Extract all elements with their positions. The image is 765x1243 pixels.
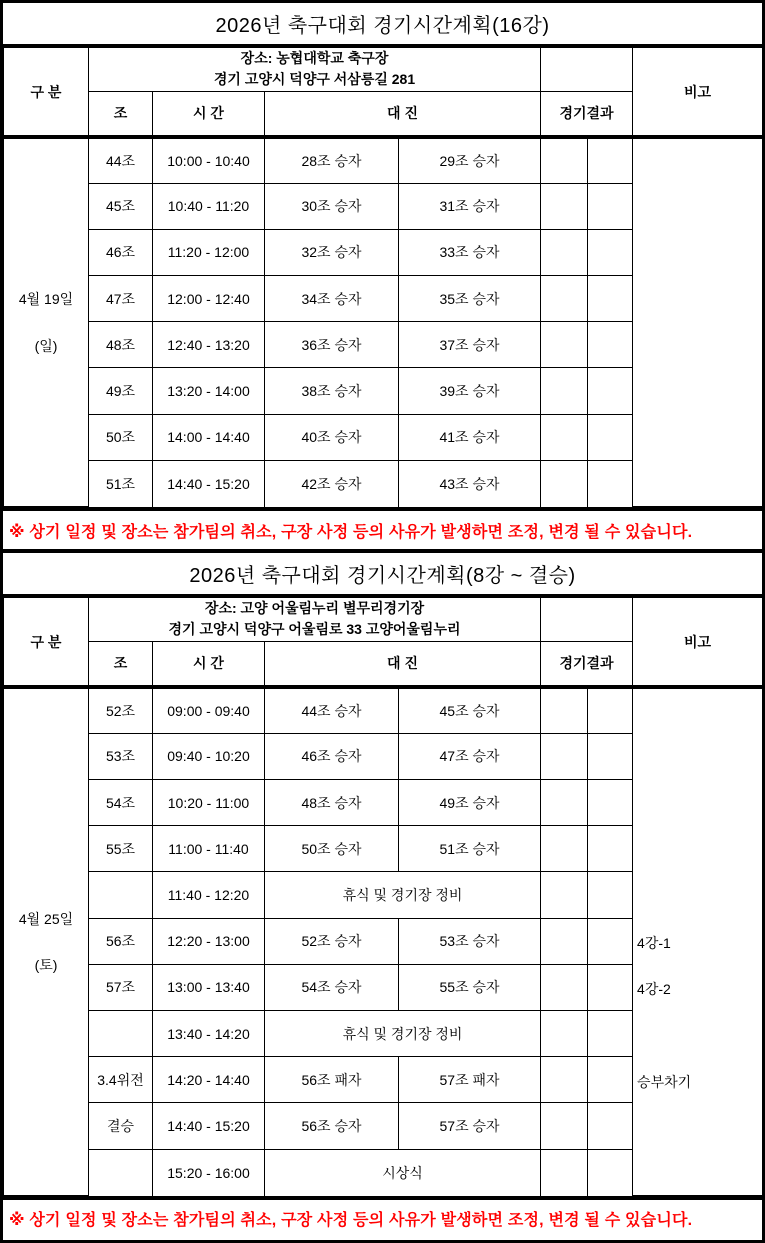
cell-match-home: 44조 승자 (265, 687, 399, 733)
cell-match-away: 45조 승자 (399, 687, 541, 733)
cell-jo: 56조 (89, 918, 153, 964)
cell-result-a (541, 460, 588, 506)
table1-title (3, 3, 762, 48)
cell-result-a (541, 964, 588, 1010)
cell-group-date (4, 137, 89, 507)
cell-result-a (541, 183, 588, 229)
cell-jo: 46조 (89, 229, 153, 275)
cell-jo: 51조 (89, 460, 153, 506)
cell-match-home: 32조 승자 (265, 229, 399, 275)
venue-line-2: 경기 고양시 덕양구 서삼릉길 281 (213, 71, 416, 88)
header-note: 비고 (633, 598, 763, 687)
cell-result-b (588, 460, 633, 506)
header-result-spacer (541, 48, 633, 91)
cell-time: 11:40 - 12:20 (153, 872, 265, 918)
cell-match-away: 49조 승자 (399, 779, 541, 825)
cell-result-b (588, 687, 633, 733)
table1-title-text: 2026년 축구대회 경기시간계획(16강) (215, 15, 550, 37)
cell-match-home: 48조 승자 (265, 779, 399, 825)
cell-jo: 54조 (89, 779, 153, 825)
header-time: 시 간 (153, 641, 265, 687)
header-venue (89, 598, 541, 641)
cell-match-away: 53조 승자 (399, 918, 541, 964)
cell-jo: 57조 (89, 964, 153, 1010)
cell-result-a (541, 137, 588, 183)
cell-result-b (588, 1011, 633, 1057)
table-row (4, 137, 763, 183)
date-line-2: (일) (34, 337, 58, 354)
cell-jo: 53조 (89, 733, 153, 779)
note-bottom-text: ※ 상기 일정 및 장소는 참가팀의 취소, 구장 사정 등의 사유가 발생하면 조정, 변경 될 수 있습니다. (9, 1211, 693, 1229)
cell-match-away: 39조 승자 (399, 368, 541, 414)
cell-result-b (588, 368, 633, 414)
cell-result-a (541, 779, 588, 825)
header-venue (89, 48, 541, 91)
cell-match-away: 37조 승자 (399, 322, 541, 368)
header-result: 경기결과 (541, 641, 633, 687)
cell-time: 10:40 - 11:20 (153, 183, 265, 229)
cell-match-away: 47조 승자 (399, 733, 541, 779)
venue-line-1: 장소: 고양 어울림누리 별무리경기장 (204, 600, 425, 617)
cell-jo: 3.4위전 (89, 1057, 153, 1103)
cell-match-away: 55조 승자 (399, 964, 541, 1010)
cell-result-a (541, 1103, 588, 1149)
table-row (4, 687, 763, 733)
cell-result-b (588, 964, 633, 1010)
side-note-semifinal-2: 4강-2 (637, 981, 671, 997)
header-result-spacer (541, 598, 633, 641)
date-line-2: (토) (34, 957, 58, 973)
cell-time: 13:20 - 14:00 (153, 368, 265, 414)
cell-jo: 52조 (89, 687, 153, 733)
cell-result-a (541, 1057, 588, 1103)
cell-time: 10:00 - 10:40 (153, 137, 265, 183)
header-result: 경기결과 (541, 91, 633, 137)
cell-time: 09:40 - 10:20 (153, 733, 265, 779)
cell-result-a (541, 368, 588, 414)
header-jo: 조 (89, 91, 153, 137)
cell-result-b (588, 779, 633, 825)
cell-match-away: 31조 승자 (399, 183, 541, 229)
cell-result-b (588, 183, 633, 229)
cell-result-b (588, 733, 633, 779)
cell-result-a (541, 414, 588, 460)
cell-result-b (588, 1057, 633, 1103)
cell-jo: 결승 (89, 1103, 153, 1149)
cell-result-b (588, 1103, 633, 1149)
cell-jo (89, 872, 153, 918)
cell-result-b (588, 872, 633, 918)
header-group: 구 분 (4, 598, 89, 687)
cell-result-b (588, 322, 633, 368)
venue-line-2: 경기 고양시 덕양구 어울림로 33 고양어울림누리 (168, 621, 461, 638)
cell-match-away: 57조 승자 (399, 1103, 541, 1149)
table2-header-row-1 (4, 598, 763, 641)
cell-match-home: 54조 승자 (265, 964, 399, 1010)
header-time: 시 간 (153, 91, 265, 137)
cell-match-home: 40조 승자 (265, 414, 399, 460)
cell-match-home: 46조 승자 (265, 733, 399, 779)
schedule-note-top (3, 507, 762, 553)
cell-match-home: 52조 승자 (265, 918, 399, 964)
cell-time: 09:00 - 09:40 (153, 687, 265, 733)
cell-note-column (633, 687, 763, 1196)
cell-result-b (588, 918, 633, 964)
schedule-note-bottom (3, 1196, 762, 1236)
cell-match-away: 29조 승자 (399, 137, 541, 183)
cell-break-label: 휴식 및 경기장 정비 (265, 872, 541, 918)
note-column-wrap (633, 689, 762, 1195)
cell-jo: 49조 (89, 368, 153, 414)
cell-jo (89, 1011, 153, 1057)
cell-time: 11:20 - 12:00 (153, 229, 265, 275)
cell-time: 12:20 - 13:00 (153, 918, 265, 964)
cell-result-a (541, 276, 588, 322)
cell-match-home: 36조 승자 (265, 322, 399, 368)
header-note: 비고 (633, 48, 763, 137)
schedule-table-final (3, 598, 763, 1196)
cell-match-home: 50조 승자 (265, 826, 399, 872)
cell-time: 10:20 - 11:00 (153, 779, 265, 825)
group-date-wrap (4, 276, 88, 368)
cell-time: 15:20 - 16:00 (153, 1149, 265, 1195)
cell-time: 12:40 - 13:20 (153, 322, 265, 368)
cell-jo: 45조 (89, 183, 153, 229)
table2-title-text: 2026년 축구대회 경기시간계획(8강 ~ 결승) (189, 565, 576, 587)
cell-result-a (541, 322, 588, 368)
cell-match-home: 38조 승자 (265, 368, 399, 414)
header-match: 대 진 (265, 91, 541, 137)
cell-match-away: 57조 패자 (399, 1057, 541, 1103)
cell-jo (89, 1149, 153, 1195)
cell-match-home: 28조 승자 (265, 137, 399, 183)
cell-result-a (541, 872, 588, 918)
cell-match-home: 56조 패자 (265, 1057, 399, 1103)
cell-result-b (588, 229, 633, 275)
cell-match-home: 42조 승자 (265, 460, 399, 506)
cell-result-a (541, 733, 588, 779)
cell-result-a (541, 1011, 588, 1057)
header-group: 구 분 (4, 48, 89, 137)
schedule-table-round16 (3, 48, 763, 507)
cell-match-away: 33조 승자 (399, 229, 541, 275)
cell-time: 13:00 - 13:40 (153, 964, 265, 1010)
cell-jo: 47조 (89, 276, 153, 322)
cell-time: 13:40 - 14:20 (153, 1011, 265, 1057)
cell-match-away: 41조 승자 (399, 414, 541, 460)
cell-match-home: 56조 승자 (265, 1103, 399, 1149)
cell-match-away: 51조 승자 (399, 826, 541, 872)
cell-match-away: 35조 승자 (399, 276, 541, 322)
date-line-1: 4월 19일 (18, 291, 74, 308)
cell-time: 14:40 - 15:20 (153, 460, 265, 506)
cell-break-label: 시상식 (265, 1149, 541, 1195)
cell-jo: 48조 (89, 322, 153, 368)
cell-time: 14:00 - 14:40 (153, 414, 265, 460)
cell-match-away: 43조 승자 (399, 460, 541, 506)
cell-match-home: 34조 승자 (265, 276, 399, 322)
side-note-semifinal-1: 4강-1 (637, 935, 671, 951)
cell-result-b (588, 137, 633, 183)
cell-jo: 50조 (89, 414, 153, 460)
cell-result-b (588, 276, 633, 322)
cell-group-date (4, 687, 89, 1196)
cell-time: 14:20 - 14:40 (153, 1057, 265, 1103)
cell-result-b (588, 826, 633, 872)
group-date-wrap (4, 896, 88, 988)
cell-result-a (541, 687, 588, 733)
table1-header-row-1 (4, 48, 763, 91)
cell-note-column (633, 137, 763, 507)
header-match: 대 진 (265, 641, 541, 687)
cell-time: 11:00 - 11:40 (153, 826, 265, 872)
venue-line-1: 장소: 농협대학교 축구장 (240, 50, 389, 67)
cell-time: 14:40 - 15:20 (153, 1103, 265, 1149)
cell-time: 12:00 - 12:40 (153, 276, 265, 322)
cell-result-a (541, 826, 588, 872)
cell-result-a (541, 229, 588, 275)
cell-jo: 55조 (89, 826, 153, 872)
cell-match-home: 30조 승자 (265, 183, 399, 229)
table2-title (3, 553, 762, 598)
cell-result-a (541, 918, 588, 964)
cell-result-b (588, 1149, 633, 1195)
cell-jo: 44조 (89, 137, 153, 183)
cell-result-a (541, 1149, 588, 1195)
note-top-text: ※ 상기 일정 및 장소는 참가팀의 취소, 구장 사정 등의 사유가 발생하면 조정, 변경 될 수 있습니다. (9, 523, 693, 541)
cell-result-b (588, 414, 633, 460)
side-note-shootout: 승부차기 (637, 1074, 692, 1090)
cell-break-label: 휴식 및 경기장 정비 (265, 1011, 541, 1057)
date-line-1: 4월 25일 (18, 910, 74, 927)
header-jo: 조 (89, 641, 153, 687)
